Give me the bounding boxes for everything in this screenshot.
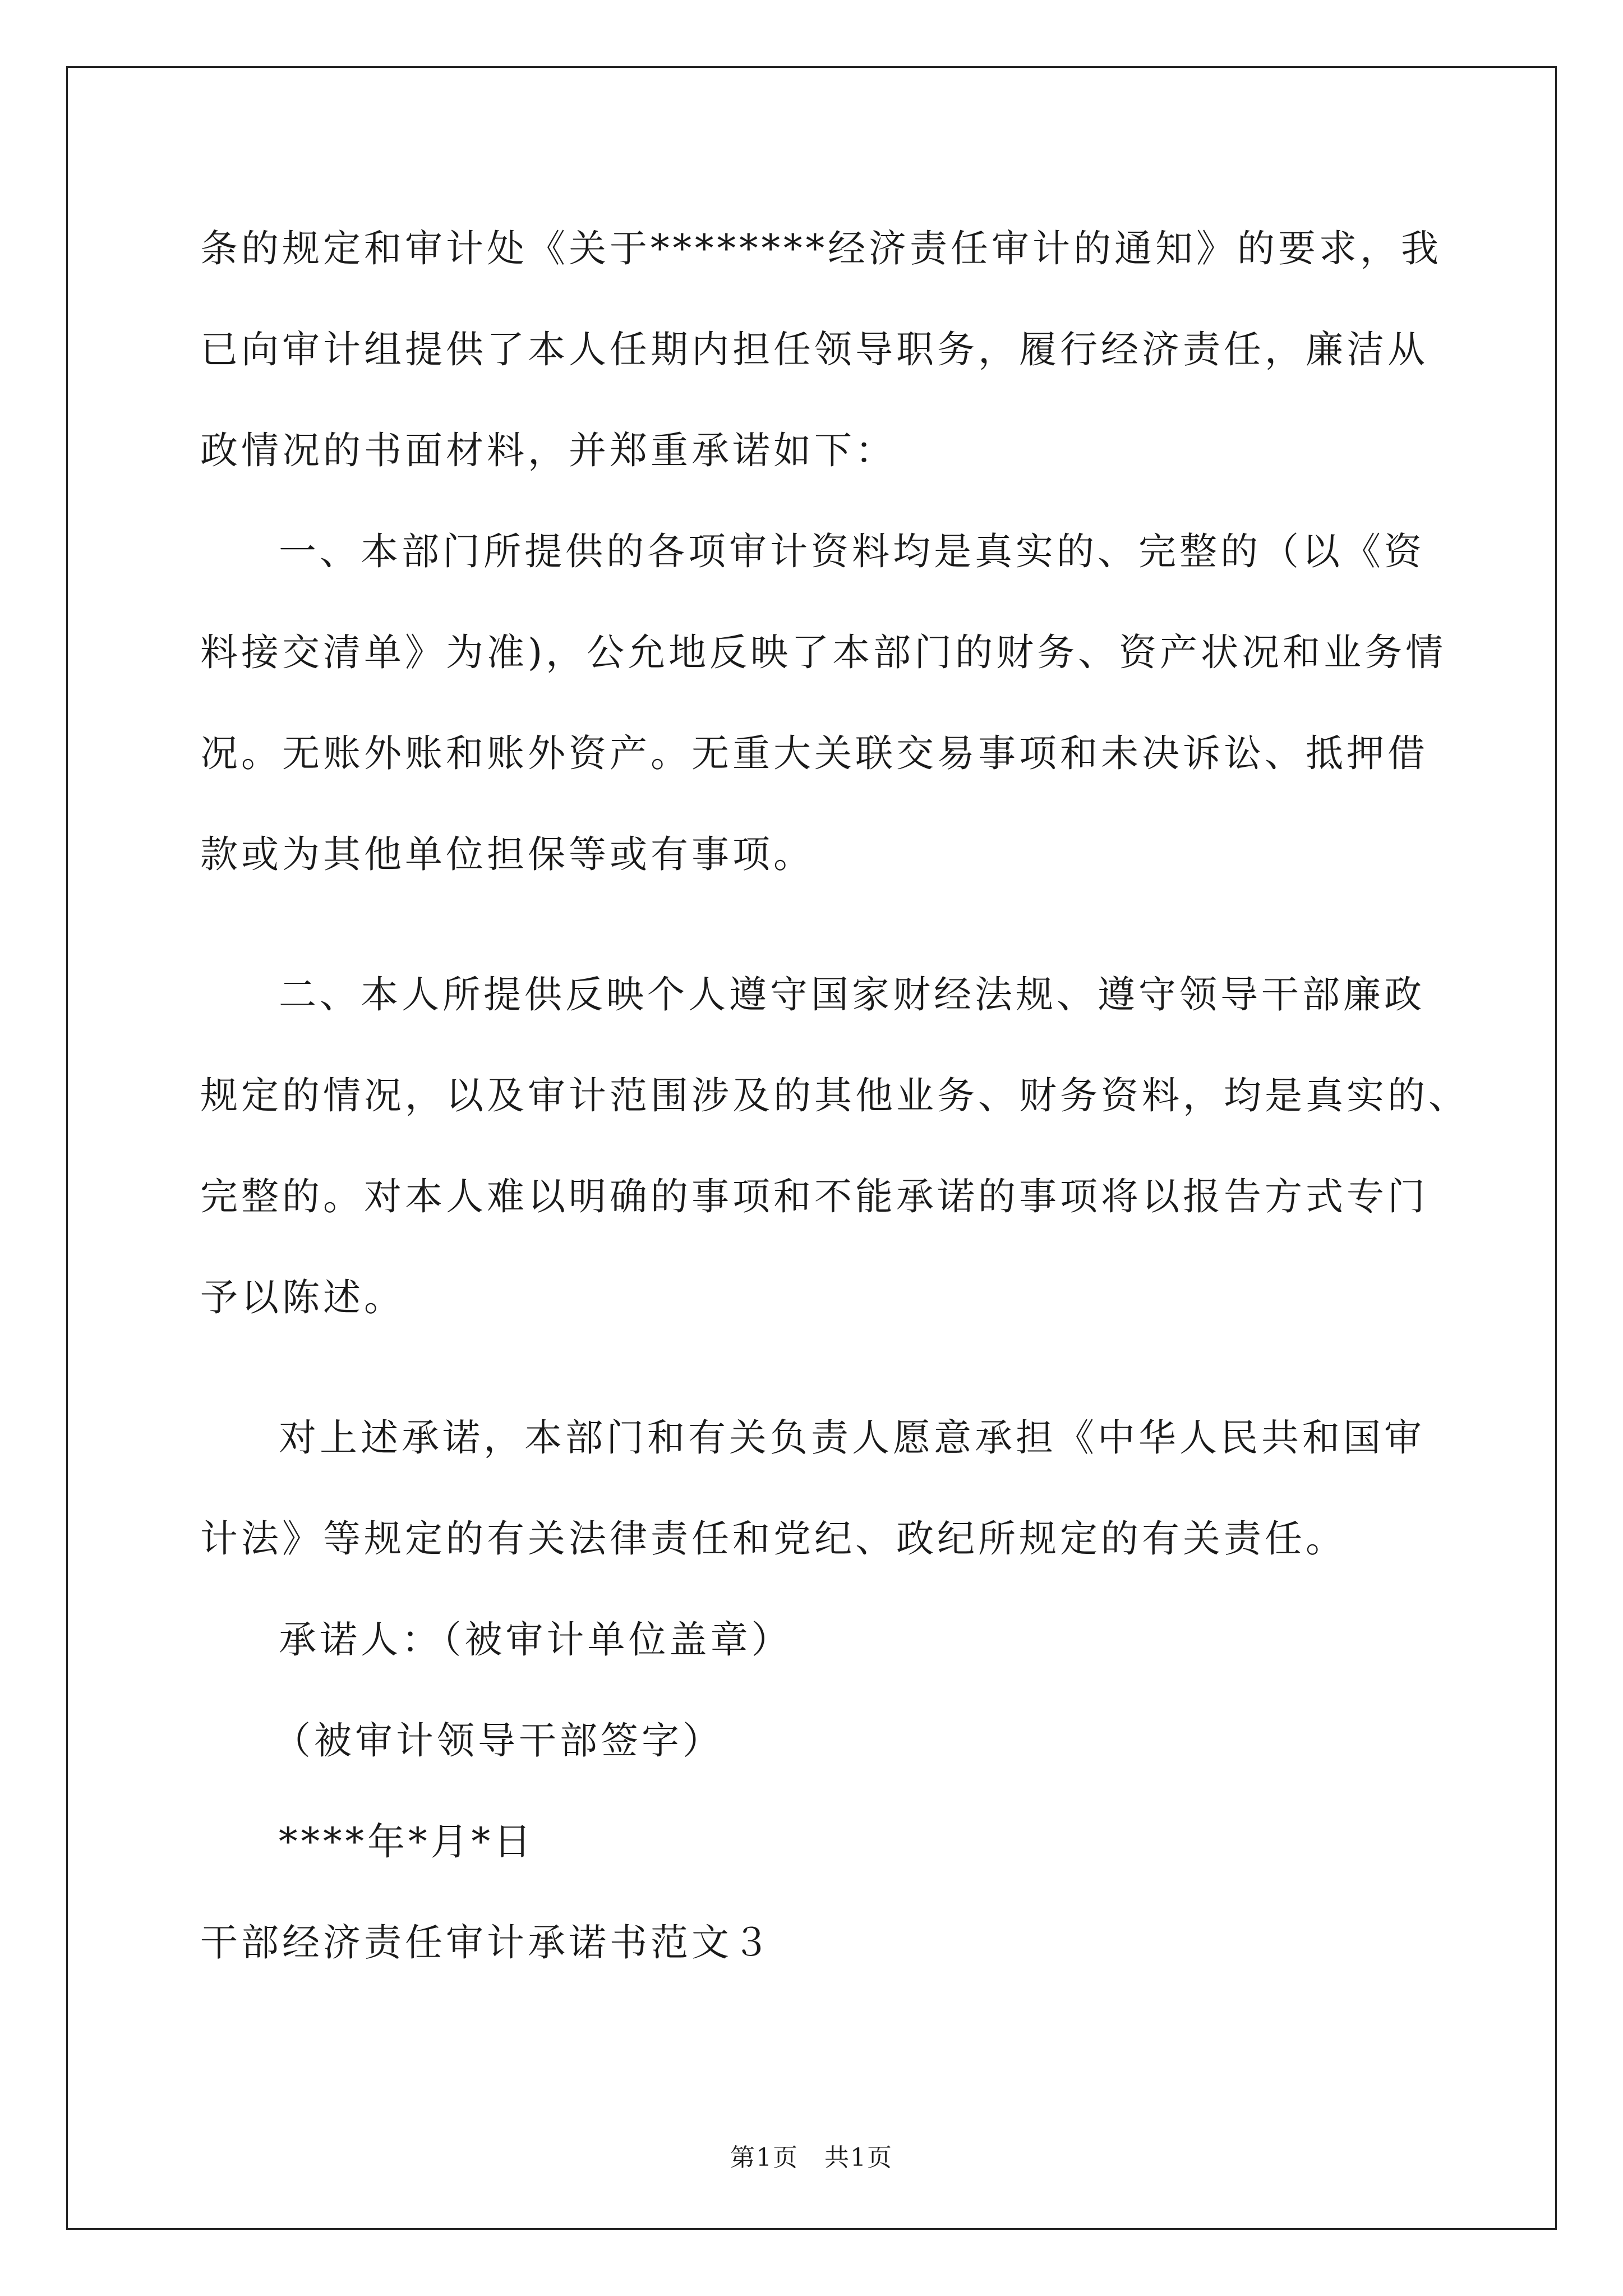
signature-date: ****年*月*日 [279,1820,534,1864]
paragraph-2-line-3: 况。无账外账和账外资产。无重大关联交易事项和未决诉讼、抵押借 [200,731,1428,775]
paragraph-1-line-1: 条的规定和审计处《关于********经济责任审计的通知》的要求，我 [200,227,1442,270]
page-number: 第1页 共1页 [730,2143,893,2172]
paragraph-2-line-1: 一、本部门所提供的各项审计资料均是真实的、完整的（以《资 [279,530,1425,573]
signature-promisor: 承诺人：（被审计单位盖章） [279,1618,792,1662]
paragraph-1-line-3: 政情况的书面材料，并郑重承诺如下： [200,429,896,472]
paragraph-3-line-2: 规定的情况，以及审计范围涉及的其他业务、财务资料，均是真实的、 [200,1074,1469,1117]
page-border [66,66,1557,2230]
paragraph-1-line-2: 已向审计组提供了本人任期内担任领导职务，履行经济责任，廉洁从 [200,328,1428,371]
signature-leader: （被审计领导干部签字） [273,1719,723,1763]
paragraph-4-line-2: 计法》等规定的有关法律责任和党纪、政纪所规定的有关责任。 [200,1517,1347,1561]
paragraph-2-line-2: 料接交清单》为准)，公允地反映了本部门的财务、资产状况和业务情 [200,631,1447,674]
paragraph-4-line-1: 对上述承诺，本部门和有关负责人愿意承担《中华人民共和国审 [279,1416,1425,1460]
section-heading: 干部经济责任审计承诺书范文３ [200,1921,773,1964]
paragraph-3-line-1: 二、本人所提供反映个人遵守国家财经法规、遵守领导干部廉政 [279,973,1425,1016]
paragraph-3-line-3: 完整的。对本人难以明确的事项和不能承诺的事项将以报告方式专门 [200,1175,1428,1218]
paragraph-3-line-4: 予以陈述。 [200,1276,405,1319]
paragraph-2-line-4: 款或为其他单位担保等或有事项。 [200,832,814,876]
